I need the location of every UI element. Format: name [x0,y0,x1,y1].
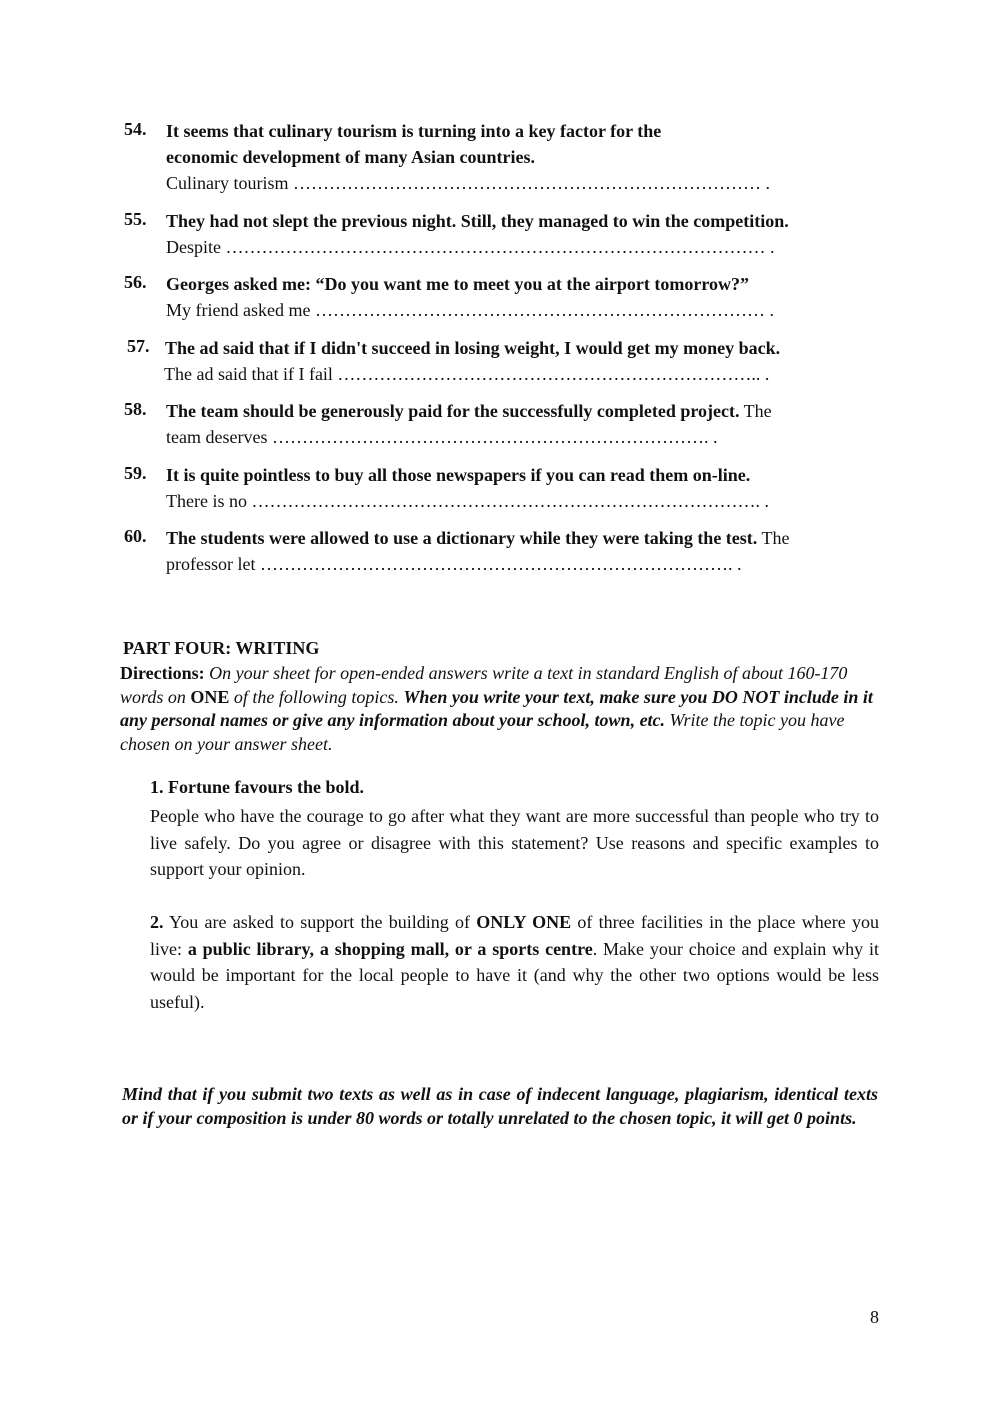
directions-text-3: Write the topic you have chosen on your answer sheet. [120,710,845,754]
question-statement-tail: The [757,528,790,548]
question-statement: The ad said that if I didn't succeed in losing weight, I would get my money back. [165,338,781,358]
question-number: 57. [127,336,150,356]
topic-2-text-3: . Make your choice and explain why it would be important for the local people to have it (and why the other two options would be less useful). [150,938,879,1012]
answer-prompt: My friend asked me ………………………………………………………………… . [166,300,774,320]
question-number: 58. [124,399,147,419]
answer-prompt: Despite ……………………………………………………………………………… . [166,237,775,257]
question-statement [166,525,789,551]
question-number: 60. [124,526,147,546]
topic-2 [150,909,879,1015]
answer-prompt: The ad said that if I fail …………………………………………………………….. . [164,364,770,384]
scoring-note: Mind that if you submit two texts as well as in case of indecent language, plagiarism, identical texts or if your composition is under 80 words or totally unrelated to the chosen topic, it will get 0 points. [122,1084,878,1128]
answer-prompt: team deserves ………………………………………………………………. . [166,427,718,447]
question-statement: It seems that culinary tourism is turning into a key factor for the [166,121,662,141]
topic-2-text: You are asked to support the building of [163,912,477,932]
answer-prompt: There is no …………………………………………………………………………. . [166,491,769,511]
topic-2-emphasis: ONLY ONE [476,912,572,932]
topic-2-number: 2. [150,912,164,932]
question-statement [166,398,772,424]
topic-2-options: a public library, a shopping mall, or a sports centre [187,938,593,959]
answer-prompt: professor let ……………………………………………………………………. . [166,554,742,574]
question-number: 55. [124,209,147,229]
directions-warning: When you write your text, make sure you DO NOT include in it any personal names or give any information about your school, town, etc. [120,686,873,730]
question-statement: Georges asked me: “Do you want me to meet you at the airport tomorrow?” [166,274,750,294]
directions-emphasis-one: ONE [190,686,230,707]
question-number: 56. [124,272,147,292]
question-statement-text: The team should be generously paid for the successfully completed project. [166,401,740,421]
question-number: 59. [124,463,147,483]
section-title: PART FOUR: WRITING [123,638,320,658]
question-statement: They had not slept the previous night. Still, they managed to win the competition. [166,211,789,231]
directions-text: On your sheet for open-ended answers write a text in standard English of about 160-170 words on [120,663,848,707]
question-statement-text: The students were allowed to use a dictionary while they were taking the test. [166,528,758,548]
question-statement: It is quite pointless to buy all those newspapers if you can read them on-line. [166,465,751,485]
question-statement-tail: The [739,401,772,421]
question-number: 54. [124,119,147,139]
directions-label: Directions: [120,663,205,683]
topic-1-title: 1. Fortune favours the bold. [150,777,365,797]
page-number: 8 [870,1307,879,1327]
answer-prompt: Culinary tourism …………………………………………………………………… . [166,173,770,193]
topic-1-body: People who have the courage to go after what they want are more successful than people who try to live safely. Do you agree or disagree with this statement? Use reasons and specific examples to support your opinion. [150,806,879,879]
directions-text-2: of the following topics. [229,686,404,707]
writing-directions [120,662,880,756]
question-statement-cont: economic development of many Asian countries. [166,147,535,167]
topic-2-text-2: of three facilities in the place where you live: [150,912,879,959]
